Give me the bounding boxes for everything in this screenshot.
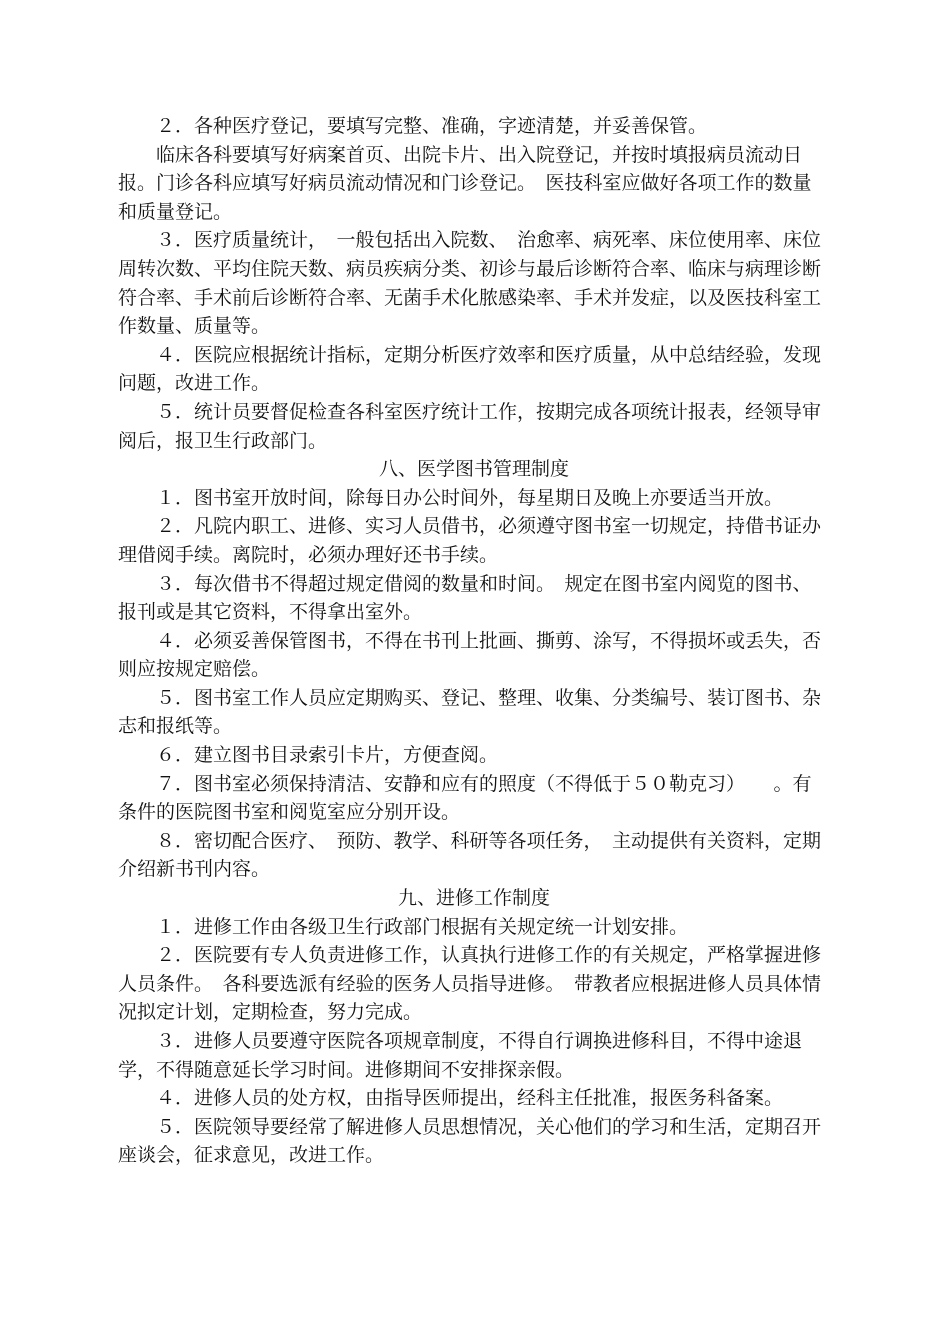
paragraph-quality-statistics: ３．医疗质量统计， 一般包括出入院数、 治愈率、病死率、床位使用率、床位周转次数、平均住院天数、病员疾病分类、初诊与最后诊断符合率、临床与病理诊断符合率、手术前后诊断符合率、无菌手术化脓感染率、手术并发症，以及医技科室工作数量、质量等。 [118, 229, 822, 338]
library-rule-item: ６．建立图书目录索引卡片，方便查阅。 [156, 744, 499, 767]
document-body [118, 112, 830, 1170]
section-title-library: 八、医学图书管理制度 [378, 458, 569, 481]
section-title-training: 九、进修工作制度 [397, 887, 550, 910]
paragraph-statistics-analysis: ４．医院应根据统计指标，定期分析医疗效率和医疗质量，从中总结经验，发现问题，改进工作。 [118, 343, 822, 395]
paragraph-statistician-duties: ５．统计员要督促检查各科室医疗统计工作，按期完成各项统计报表，经领导审阅后，报卫生行政部门。 [118, 400, 822, 452]
library-rule-item: ７．图书室必须保持清洁、安静和应有的照度（不得低于５０勒克习） 。有条件的医院图书室和阅览室应分别开设。 [118, 772, 812, 824]
library-rule-item: ２．凡院内职工、进修、实习人员借书，必须遵守图书室一切规定，持借书证办理借阅手续。离院时，必须办理好还书手续。 [118, 515, 822, 566]
library-rule-item: １．图书室开放时间，除每日办公时间外，每星期日及晚上亦要适当开放。 [156, 486, 784, 509]
training-rule-item: ４．进修人员的处方权，由指导医师提出，经科主任批准，报医务科备案。 [156, 1087, 784, 1110]
paragraph-medical-registration: ２．各种医疗登记，要填写完整、准确，字迹清楚，并妥善保管。 [156, 115, 708, 137]
library-rule-item: ８．密切配合医疗、 预防、教学、科研等各项任务， 主动提供有关资料，定期介绍新书刊内容。 [118, 829, 822, 881]
library-rule-item: ４．必须妥善保管图书，不得在书刊上批画、撕剪、涂写，不得损坏或丢失，否则应按规定赔偿。 [118, 629, 822, 681]
library-rule-item: ５．图书室工作人员应定期购买、登记、整理、收集、分类编号、装订图书、杂志和报纸等。 [118, 686, 822, 738]
training-rule-item: １．进修工作由各级卫生行政部门根据有关规定统一计划安排。 [156, 915, 689, 938]
training-rule-item: ５．医院领导要经常了解进修人员思想情况，关心他们的学习和生活，定期召开座谈会，征求意见，改进工作。 [118, 1115, 822, 1167]
training-rule-item: ２．医院要有专人负责进修工作，认真执行进修工作的有关规定，严格掌握进修人员条件。 各科要选派有经验的医务人员指导进修。 带教者应根据进修人员具体情况拟定计划，定期检查，努力完成。 [118, 944, 822, 1024]
library-rule-item: ３．每次借书不得超过规定借阅的数量和时间。 规定在图书室内阅览的图书、报刊或是其它资料，不得拿出室外。 [118, 572, 812, 624]
training-rule-item: ３．进修人员要遵守医院各项规章制度，不得自行调换进修科目，不得中途退学，不得随意延长学习时间。进修期间不安排探亲假。 [118, 1030, 803, 1081]
paragraph-clinical-records: 临床各科要填写好病案首页、出院卡片、出入院登记，并按时填报病员流动日报。门诊各科应填写好病员流动情况和门诊登记。 医技科室应做好各项工作的数量和质量登记。 [118, 143, 812, 223]
